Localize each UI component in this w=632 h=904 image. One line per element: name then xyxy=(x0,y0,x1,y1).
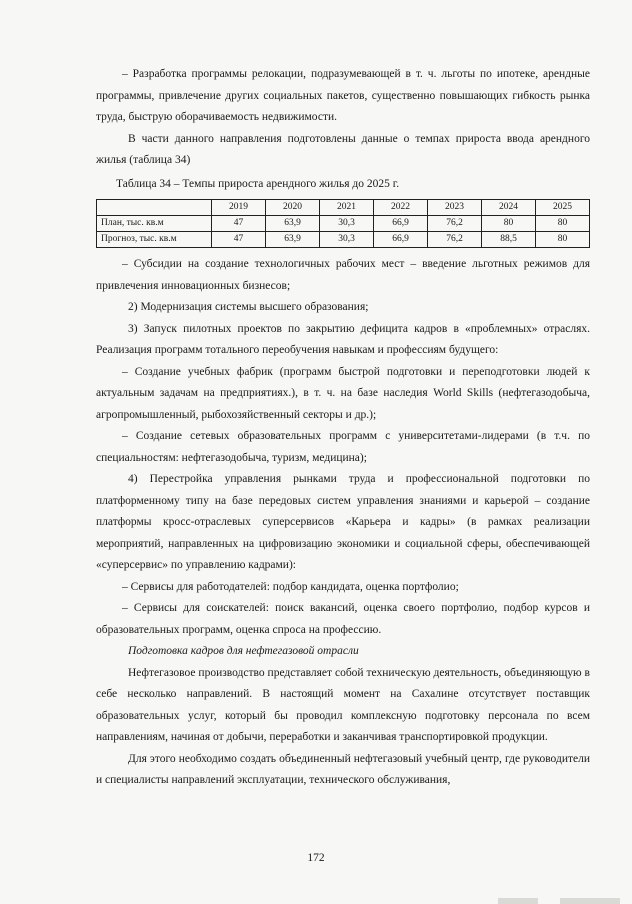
scan-edge-mark xyxy=(498,898,538,904)
section-subheading: Подготовка кадров для нефтегазовой отрасли xyxy=(128,645,359,657)
table-cell: 80 xyxy=(536,216,590,232)
table-cell: 47 xyxy=(212,232,266,248)
table-cell: 66,9 xyxy=(374,216,428,232)
paragraph-item-2: 2) Модернизация системы высшего образования; xyxy=(128,301,369,313)
paragraph-item-4: 4) Перестройка управления рынками труда и профессиональной подготовки по платформенному типу на базе передовых систем управления знаниями и карьерой – создание платформы кросс-отраслевых суперсервисов «Карьера и кадры» (в рамках реализации мероприятий, направленных на цифровизацию экономики и социальной сферы, обеспечивающей «суперсервис» по управлению кадрами): xyxy=(96,473,590,571)
table-row xyxy=(97,232,590,248)
table-header-cell xyxy=(97,200,212,216)
table-header-cell: 2022 xyxy=(374,200,428,216)
table-cell: 80 xyxy=(482,216,536,232)
rental-housing-table xyxy=(96,199,590,248)
table-header-cell: 2023 xyxy=(428,200,482,216)
table-caption: Таблица 34 – Темпы прироста арендного жилья до 2025 г. xyxy=(116,177,400,190)
table-header-cell: 2021 xyxy=(320,200,374,216)
paragraph-applicant-services: – Сервисы для соискателей: поиск вакансий, оценка своего портфолио, подбор курсов и образовательных программ, оценка спроса на профессию. xyxy=(96,602,590,636)
table-cell: 47 xyxy=(212,216,266,232)
table-cell: 76,2 xyxy=(428,232,482,248)
page-content xyxy=(96,64,590,792)
paragraph-network-programs: – Создание сетевых образовательных программ с университетами-лидерами (в т.ч. по специальностям: нефтегазодобыча, туризм, медицина); xyxy=(96,430,590,464)
paragraph-employer-services: – Сервисы для работодателей: подбор кандидата, оценка портфолио; xyxy=(122,580,459,593)
table-header-cell: 2024 xyxy=(482,200,536,216)
table-row-label: План, тыс. кв.м xyxy=(97,216,212,232)
page-number: 172 xyxy=(307,852,325,864)
table-cell: 63,9 xyxy=(266,232,320,248)
table-cell: 63,9 xyxy=(266,216,320,232)
paragraph-oil-gas-production: Нефтегазовое производство представляет собой техническую деятельность, объединяющую в себе несколько направлений. В настоящий момент на Сахалине отсутствует поставщик образовательных услуг, который бы проводил комплексную подготовку персонала по всем направлениям, начиная от добычи, переработки и заканчивая транспортировкой продукции. xyxy=(96,666,590,743)
table-cell: 76,2 xyxy=(428,216,482,232)
scan-edge-mark xyxy=(560,898,620,904)
table-cell: 30,3 xyxy=(320,232,374,248)
table-header-cell: 2019 xyxy=(212,200,266,216)
table-cell: 88,5 xyxy=(482,232,536,248)
paragraph-relocation: – Разработка программы релокации, подразумевающей в т. ч. льготы по ипотеке, арендные программы, привлечение других социальных пакетов, существенно повышающих гибкость рынка труда, быструю оборачиваемость недвижимости. xyxy=(96,68,590,123)
paragraph-training-factories: – Создание учебных фабрик (программ быстрой подготовки и переподготовки людей к актуальным задачам на предприятиях.), в т. ч. на базе наследия World Skills (нефтегазодобыча, агропромышленный, рыбохозяйственный секторы и др.); xyxy=(96,365,590,421)
table-cell: 80 xyxy=(536,232,590,248)
table-cell: 66,9 xyxy=(374,232,428,248)
paragraph-item-3: 3) Запуск пилотных проектов по закрытию дефицита кадров в «проблемных» отраслях. Реализация программ тотального переобучения навыкам и профессиям будущего: xyxy=(96,322,590,356)
paragraph-training-center: Для этого необходимо создать объединенный нефтегазовый учебный центр, где руководители и специалисты направлений эксплуатации, технического обслуживания, xyxy=(96,752,590,786)
paragraph-rental-intro: В части данного направления подготовлены данные о темпах прироста ввода арендного жилья (таблица 34) xyxy=(96,132,590,166)
table-header-row xyxy=(97,200,590,216)
table-row xyxy=(97,216,590,232)
table-header-cell: 2020 xyxy=(266,200,320,216)
table-row-label: Прогноз, тыс. кв.м xyxy=(97,232,212,248)
table-header-cell: 2025 xyxy=(536,200,590,216)
table-cell: 30,3 xyxy=(320,216,374,232)
paragraph-subsidies: – Субсидии на создание технологичных рабочих мест – введение льготных режимов для привлечения инновационных бизнесов; xyxy=(96,258,590,292)
